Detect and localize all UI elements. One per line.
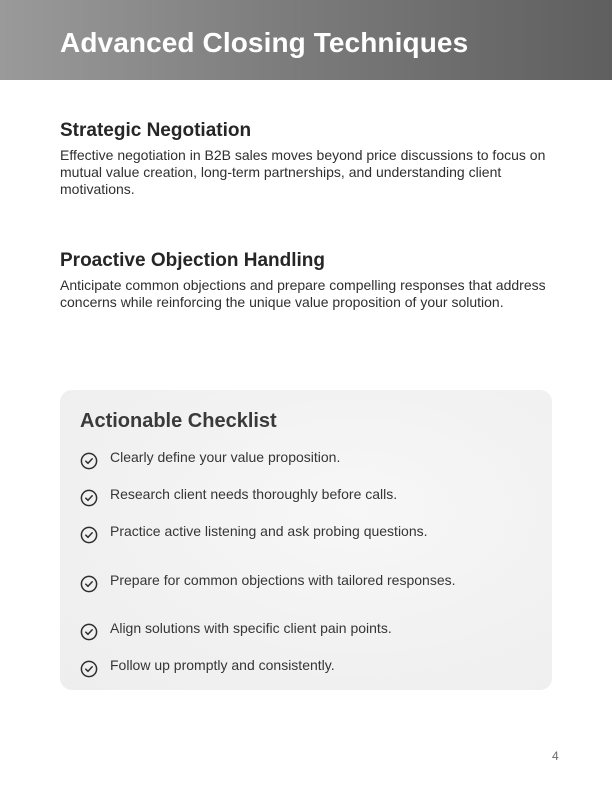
section-title: Strategic Negotiation	[60, 120, 252, 141]
section-strategic-negotiation	[60, 119, 550, 198]
check-circle-icon	[80, 660, 98, 678]
check-circle-icon	[80, 526, 98, 544]
check-circle-icon	[80, 623, 98, 641]
page-number: 4	[552, 749, 559, 763]
section-body: Anticipate common objections and prepare compelling responses that address concerns while reinforcing the unique value proposition of your solution.	[60, 277, 546, 310]
checklist-item-label: Align solutions with specific client pain points.	[110, 620, 392, 636]
section-body: Effective negotiation in B2B sales moves beyond price discussions to focus on mutual value creation, long-term partnerships, and understanding client motivations.	[60, 147, 546, 197]
checklist-item-label: Follow up promptly and consistently.	[110, 657, 335, 673]
checklist-title: Actionable Checklist	[80, 410, 277, 432]
checklist-item-label: Clearly define your value proposition.	[110, 449, 341, 465]
check-circle-icon	[80, 575, 98, 593]
page-title: Advanced Closing Techniques	[60, 27, 469, 58]
section-title: Proactive Objection Handling	[60, 250, 325, 271]
section-objection-handling	[60, 249, 550, 311]
checklist-item-label: Prepare for common objections with tailored responses.	[110, 572, 456, 588]
check-circle-icon	[80, 452, 98, 470]
checklist-item-label: Research client needs thoroughly before calls.	[110, 486, 398, 502]
check-circle-icon	[80, 489, 98, 507]
page-header	[0, 0, 612, 80]
checklist-item-label: Practice active listening and ask probing questions.	[110, 523, 428, 539]
actionable-checklist	[60, 390, 552, 690]
